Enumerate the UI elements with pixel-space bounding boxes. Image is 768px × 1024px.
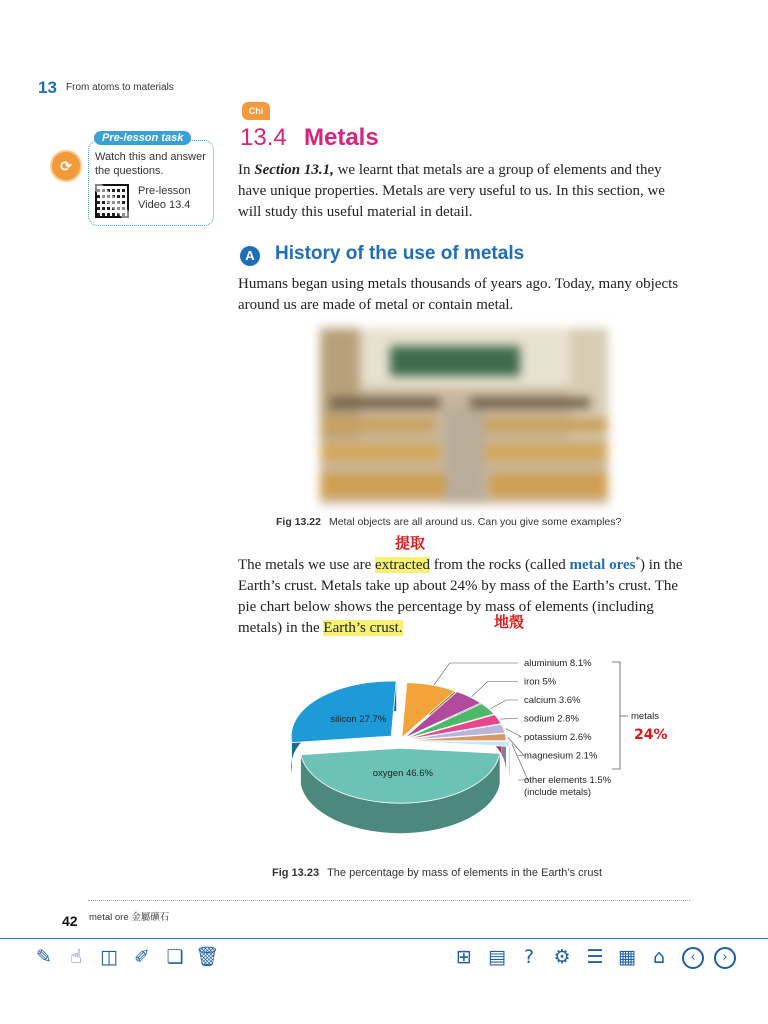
figure-23-caption: Fig 13.23 The percentage by mass of elements in the Earth’s crust — [272, 867, 603, 879]
pie-slice-other-elements — [410, 741, 510, 746]
panel-icon[interactable]: ◫ — [100, 946, 118, 968]
highlighter-icon[interactable]: ✐ — [134, 946, 150, 968]
subsection-title: History of the use of metals — [275, 243, 525, 264]
grid-icon[interactable]: ▦ — [618, 946, 636, 968]
handwritten-note-metals: 24% — [634, 727, 668, 743]
handwritten-note-extracted: 提取 — [395, 534, 426, 552]
classroom-photo — [320, 328, 608, 504]
leader-line-sodium — [500, 719, 518, 720]
home-icon[interactable]: ⌂ — [652, 946, 666, 968]
list-icon[interactable]: ☰ — [586, 946, 604, 968]
slice-label-other-elements: other elements 1.5% — [524, 775, 612, 786]
pen-off-icon[interactable]: ✎ — [36, 946, 52, 968]
prev-page-icon[interactable]: ‹ — [682, 947, 704, 969]
page-number: 42 — [62, 913, 78, 929]
pre-lesson-badge-icon[interactable]: ⟳ — [50, 150, 82, 182]
sticky-note-icon[interactable]: ❏ — [166, 946, 184, 968]
slice-label-calcium: calcium 3.6% — [524, 695, 581, 706]
slice-label-aluminium: aluminium 8.1% — [524, 658, 592, 669]
chapter-number: 13 — [38, 78, 57, 97]
chapter-title: From atoms to materials — [66, 82, 174, 93]
leader-line-calcium — [490, 700, 518, 709]
section-title: Metals — [304, 124, 379, 151]
pre-lesson-instruction: Watch this and answer the questions. — [95, 151, 206, 177]
leader-line-iron — [472, 682, 518, 697]
ores-paragraph: The metals we use are extracted from the rocks (called metal ores*) in the Earth’s crust. Metals take up about 24% by mass of the Earth’s crust. The pie chart below shows the percentage by mass of elements (including metals) in the Earth’s crust. — [238, 555, 683, 636]
subsection-letter-icon: A — [240, 246, 260, 266]
other-elements-note: (include metals) — [524, 787, 592, 798]
notebook-icon[interactable]: ▤ — [488, 946, 506, 968]
highlight-earths-crust: Earth’s crust. — [323, 620, 403, 636]
metal-ores-term[interactable]: metal ores — [569, 557, 636, 573]
metals-bracket — [612, 662, 628, 769]
glossary-term: metal ore 金屬礦石 — [89, 912, 170, 923]
help-icon[interactable]: ? — [523, 946, 535, 968]
pre-lesson-label: Pre-lesson task — [94, 131, 191, 145]
history-paragraph: Humans began using metals thousands of years ago. Today, many objects around us are made of metal or contain metal. — [238, 276, 679, 313]
intro-paragraph: In Section 13.1, we learnt that metals are a group of elements and they have unique properties. Metals are very useful to us. In this section, we will study this useful material in detail. — [238, 162, 665, 220]
pie-slice-silicon — [291, 681, 396, 743]
figure-22-caption: Fig 13.22 Metal objects are all around us. Can you give some examples? — [276, 516, 622, 528]
slice-label-iron: iron 5% — [524, 676, 557, 688]
section-number: 13.4 — [240, 124, 287, 151]
handwritten-note-crust: 地殼 — [494, 613, 525, 631]
chinese-version-button[interactable]: Chi — [242, 102, 270, 120]
settings-icon[interactable]: ⚙ — [553, 946, 571, 968]
hand-pointer-icon[interactable]: ☝ — [70, 946, 82, 968]
next-page-icon[interactable]: › — [714, 947, 736, 969]
slice-label-sodium: sodium 2.8% — [524, 713, 579, 725]
slice-label-silicon: silicon 27.7% — [330, 714, 387, 726]
leader-line-potassium — [506, 729, 522, 737]
slice-label-magnesium: magnesium 2.1% — [524, 750, 598, 762]
slice-label-oxygen: oxygen 46.6% — [372, 767, 433, 779]
slice-label-potassium: potassium 2.6% — [524, 732, 592, 743]
section-reference: Section 13.1, — [254, 162, 334, 178]
sitemap-icon[interactable]: ⊞ — [456, 946, 472, 968]
pre-lesson-video-link[interactable]: Pre-lesson Video 13.4 — [138, 185, 191, 211]
pie-chart — [260, 636, 660, 861]
metals-bracket-label: metals — [631, 711, 659, 722]
trash-icon[interactable]: 🗑 — [195, 946, 220, 968]
highlight-extracted: extracted — [375, 557, 430, 573]
footer-divider — [88, 900, 690, 901]
